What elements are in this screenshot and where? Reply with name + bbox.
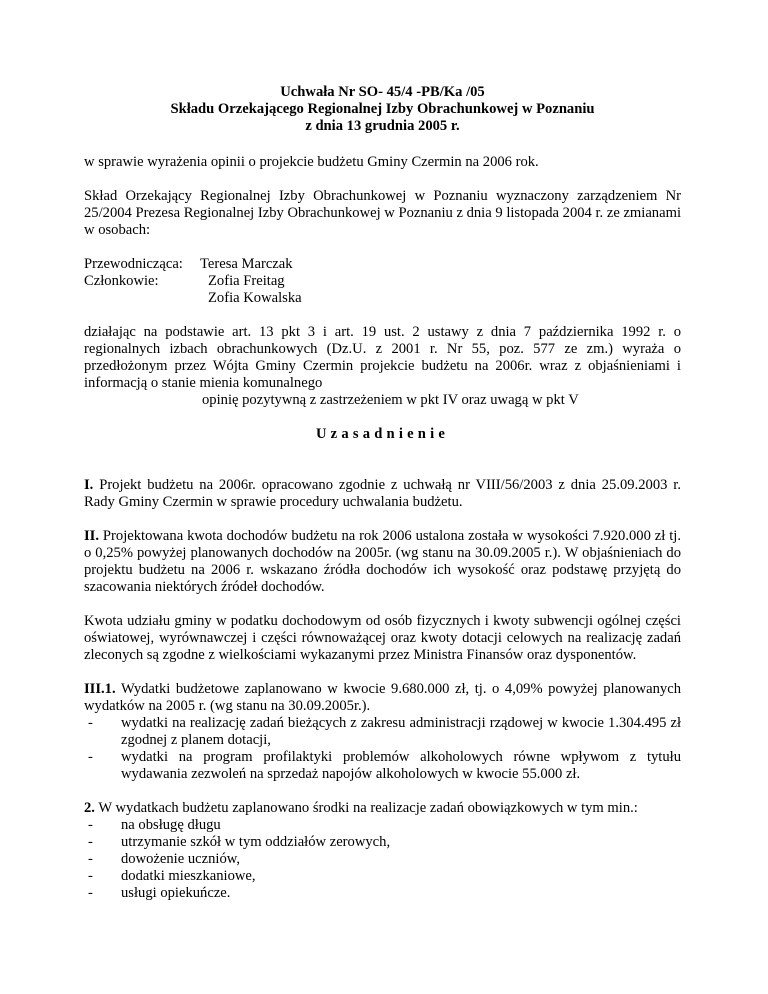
opinion-line: opinię pozytywną z zastrzeżeniem w pkt IV oraz uwagą w pkt V (202, 392, 579, 408)
share-paragraph: Kwota udziału gminy w podatku dochodowym od osób fizycznych i kwoty subwencji ogólnej części oświatowej, wyrównawczej i części równoważącej oraz kwoty dotacji celowych na realizację zadań zleconych są zgodne z wielkościami wykazanymi przez Ministra Finansów oraz dysponentów. (84, 613, 681, 663)
composition-paragraph: Skład Orzekający Regionalnej Izby Obrachunkowej w Poznaniu wyznaczony zarządzeniem Nr 25/2004 Prezesa Regionalnej Izby Obrachunkowej w Poznaniu z dnia 9 listopada 2004 r. ze zmianami w osobach: (84, 188, 681, 238)
list-item: - wydatki na realizację zadań bieżących z zakresu administracji rządowej w kwocie 1.304.495 zł zgodnej z planem dotacji, (84, 715, 681, 749)
resolution-title (84, 84, 681, 135)
chair-label: Przewodnicząca: (84, 256, 183, 272)
section-text: Projekt budżetu na 2006r. opracowano zgodnie z uchwałą nr VIII/56/2003 z dnia 25.09.2003 r. Rady Gminy Czermin w sprawie procedury uchwalania budżetu. (84, 477, 681, 510)
section-3-1-paragraph (84, 681, 681, 715)
section-text: Wydatki budżetowe zaplanowano w kwocie 9.680.000 zł, tj. o 4,09% powyżej planowanych wydatków na 2005 r. (wg stanu na 30.09.2005r.). (84, 681, 681, 714)
section-2-paragraph (84, 528, 681, 596)
list-item: - usługi opiekuńcze. (84, 885, 681, 902)
list-item: - dowożenie uczniów, (84, 851, 681, 868)
subject-paragraph: w sprawie wyrażenia opinii o projekcie budżetu Gminy Czermin na 2006 rok. (84, 154, 539, 170)
section-3-2-paragraph (84, 800, 681, 817)
justification-heading: Uzasadnienie (315, 426, 450, 442)
section-number: I. (84, 477, 94, 493)
list-item: - dodatki mieszkaniowe, (84, 868, 681, 885)
title-line-1: Uchwała Nr SO- 45/4 -PB/Ka /05 (280, 84, 485, 100)
title-line-3: z dnia 13 grudnia 2005 r. (305, 118, 460, 134)
legal-basis-paragraph: działając na podstawie art. 13 pkt 3 i art. 19 ust. 2 ustawy z dnia 7 października 1992 r. o regionalnych izbach obrachunkowych (Dz.U. z 2001 r. Nr 55, poz. 577 ze zm.) wyraża o przedłożonym przez Wójta Gminy Czermin projekcie budżetu na 2006r. wraz z objaśnieniami i informacją o stanie mienia komunalnego (84, 324, 681, 391)
member-name: Zofia Kowalska (208, 290, 302, 306)
section-text: W wydatkach budżetu zaplanowano środki na realizacje zadań obowiązkowych w tym min.: (94, 800, 638, 816)
section-number: 2. (84, 800, 95, 816)
members-label: Członkowie: (84, 273, 159, 289)
members-list (84, 256, 681, 307)
section-number: III.1. (84, 681, 116, 697)
list-item: - na obsługę długu (84, 817, 681, 834)
title-line-2: Składu Orzekającego Regionalnej Izby Obrachunkowej w Poznaniu (170, 101, 595, 117)
chair-name: Teresa Marczak (200, 256, 293, 272)
member-name: Zofia Freitag (208, 273, 285, 289)
section-text: Projektowana kwota dochodów budżetu na rok 2006 ustalona została w wysokości 7.920.000 zł tj. o 0,25% powyżej planowanych dochodów na 2005r. (wg stanu na 30.09.2005 r.). W objaśnieniach do projektu budżetu na 2006 r. wskazano źródła dochodów ich wysokość oraz podstawę przyjętą do szacowania niektórych źródeł dochodów. (84, 528, 681, 595)
obligatory-tasks-list (84, 817, 681, 902)
document-page (84, 84, 681, 902)
expenditure-list (84, 715, 681, 783)
list-item: - wydatki na program profilaktyki problemów alkoholowych równe wpływom z tytułu wydawania zezwoleń na sprzedaż napojów alkoholowych w kwocie 55.000 zł. (84, 749, 681, 783)
list-item: - utrzymanie szkół w tym oddziałów zerowych, (84, 834, 681, 851)
section-1-paragraph (84, 477, 681, 511)
section-number: II. (84, 528, 100, 544)
